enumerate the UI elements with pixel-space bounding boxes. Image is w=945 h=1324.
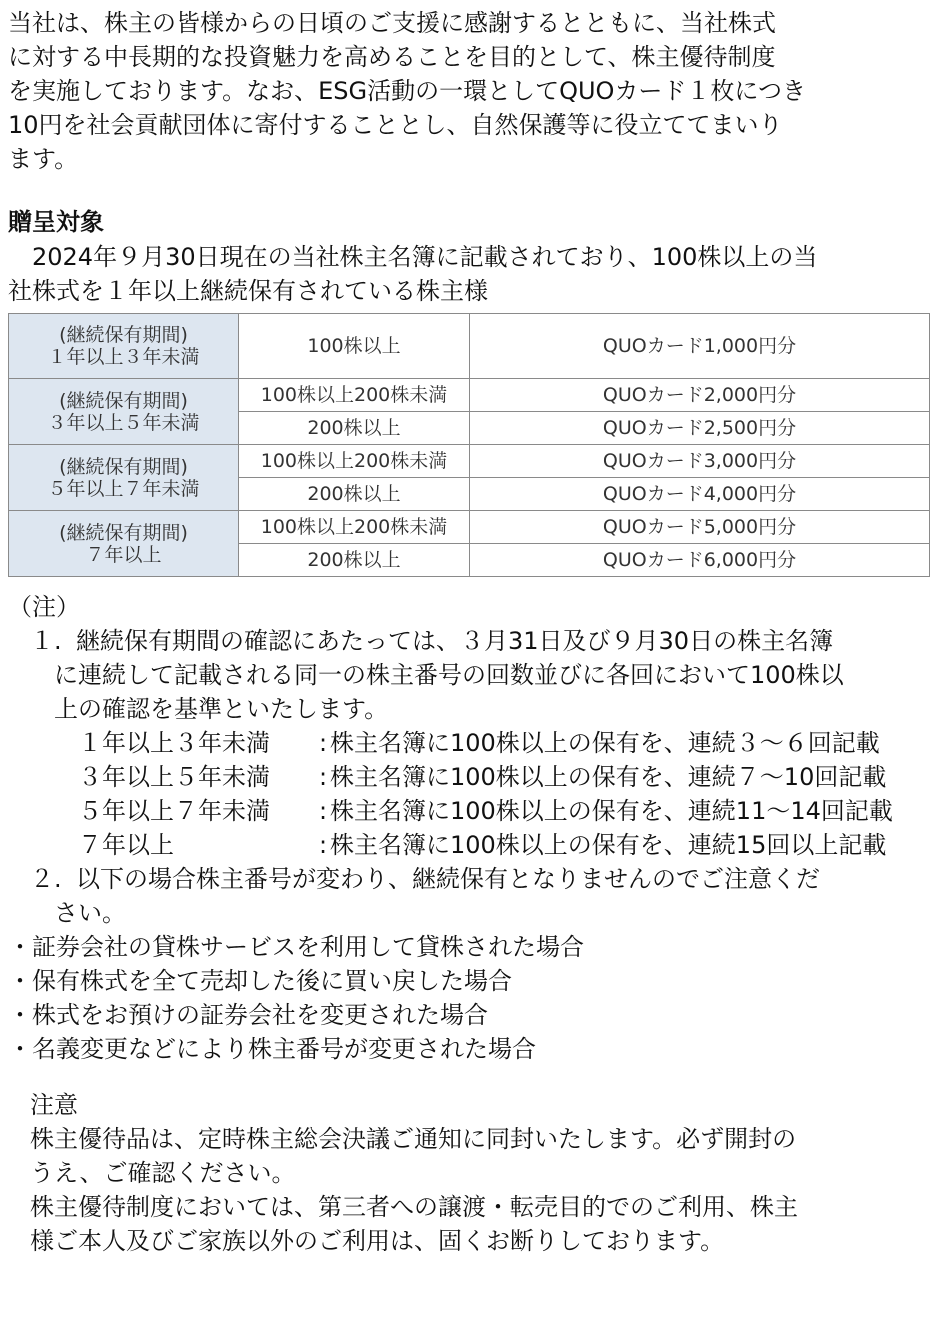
- eligibility-line: 社株式を１年以上継続保有されている株主様: [8, 277, 488, 305]
- intro-line: ます。: [8, 145, 79, 173]
- caution-section: [30, 1088, 910, 1258]
- condition-text: 株主名簿に100株以上の保有を、連続３～６回記載: [330, 729, 880, 757]
- notes-section: [8, 590, 938, 1066]
- caution-title: 注意: [30, 1091, 78, 1119]
- condition-row: [78, 794, 938, 828]
- period-cell: [9, 445, 239, 511]
- condition-row: [78, 726, 938, 760]
- benefit-table: [8, 313, 930, 577]
- notes-heading: （注）: [8, 593, 80, 621]
- eligibility-text: [8, 240, 908, 308]
- intro-line: を実施しております。なお、ESG活動の一環としてQUOカード１枚につき: [8, 77, 806, 105]
- period-range: １年以上３年未満: [47, 346, 200, 368]
- shares-cell: 200株以上: [239, 544, 470, 577]
- intro-line: 当社は、株主の皆様からの日頃のご支援に感謝するとともに、当社株式: [8, 9, 776, 37]
- shares-cell: 200株以上: [239, 412, 470, 445]
- note-text: さい。: [54, 899, 126, 927]
- condition-label: ７年以上: [78, 831, 174, 859]
- note-text: 上の確認を基準といたします。: [54, 695, 389, 723]
- bullet-item: ・保有株式を全て売却した後に買い戻した場合: [8, 967, 512, 995]
- gift-cell: QUOカード4,000円分: [470, 478, 930, 511]
- shares-cell: 100株以上200株未満: [239, 379, 470, 412]
- intro-line: 10円を社会貢献団体に寄付することとし、自然保護等に役立ててまいり: [8, 111, 783, 139]
- shares-cell: 100株以上200株未満: [239, 445, 470, 478]
- note-item-2: [30, 862, 938, 930]
- bullet-item: ・株式をお預けの証券会社を変更された場合: [8, 1001, 488, 1029]
- period-cell: [9, 379, 239, 445]
- condition-separator: :: [318, 763, 328, 791]
- intro-line: に対する中長期的な投資魅力を高めることを目的として、株主優待制度: [8, 43, 776, 71]
- shares-cell: 100株以上200株未満: [239, 511, 470, 544]
- caution-line: うえ、ご確認ください。: [30, 1159, 296, 1187]
- period-range: ５年以上７年未満: [47, 477, 200, 500]
- period-label: (継続保有期間): [59, 389, 188, 412]
- shares-cell: 100株以上: [239, 314, 470, 379]
- table-row: [9, 445, 930, 478]
- caution-line: 様ご本人及びご家族以外のご利用は、固くお断りしております。: [30, 1227, 725, 1255]
- period-label: (継続保有期間): [59, 324, 188, 346]
- gift-cell: QUOカード1,000円分: [470, 314, 930, 379]
- caution-line: 株主優待制度においては、第三者への譲渡・転売目的でのご利用、株主: [30, 1193, 798, 1221]
- table-row: [9, 314, 930, 379]
- bullet-item: ・名義変更などにより株主番号が変更された場合: [8, 1035, 536, 1063]
- condition-separator: :: [318, 729, 328, 757]
- note-text: 以下の場合株主番号が変わり、継続保有となりませんのでご注意くだ: [76, 865, 820, 893]
- condition-separator: :: [318, 797, 328, 825]
- condition-label: ３年以上５年未満: [78, 763, 270, 791]
- condition-separator: :: [318, 831, 328, 859]
- period-range: ３年以上５年未満: [47, 411, 200, 434]
- period-label: (継続保有期間): [59, 521, 188, 544]
- gift-cell: QUOカード5,000円分: [470, 511, 930, 544]
- table-row: [9, 511, 930, 544]
- gift-cell: QUOカード6,000円分: [470, 544, 930, 577]
- shares-cell: 200株以上: [239, 478, 470, 511]
- condition-label: ５年以上７年未満: [78, 797, 270, 825]
- table-row: [9, 379, 930, 412]
- condition-text: 株主名簿に100株以上の保有を、連続15回以上記載: [330, 831, 887, 859]
- condition-row: [78, 828, 938, 862]
- gift-cell: QUOカード2,000円分: [470, 379, 930, 412]
- note-item-1: [30, 624, 938, 726]
- note-number: ２.: [30, 865, 62, 893]
- period-cell: [9, 511, 239, 577]
- note-number: １.: [30, 627, 62, 655]
- period-cell: [9, 314, 239, 379]
- eligibility-line: 2024年９月30日現在の当社株主名簿に記載されており、100株以上の当: [8, 243, 818, 271]
- intro-paragraph: [8, 6, 888, 176]
- period-range: ７年以上: [85, 543, 162, 566]
- note-text: に連続して記載される同一の株主番号の回数並びに各回において100株以: [54, 661, 844, 689]
- bullet-item: ・証券会社の貸株サービスを利用して貸株された場合: [8, 933, 584, 961]
- gift-cell: QUOカード3,000円分: [470, 445, 930, 478]
- eligibility-title: 贈呈対象: [8, 208, 104, 236]
- period-label: (継続保有期間): [59, 455, 188, 478]
- condition-text: 株主名簿に100株以上の保有を、連続11～14回記載: [330, 797, 893, 825]
- condition-text: 株主名簿に100株以上の保有を、連続７～10回記載: [330, 763, 887, 791]
- condition-label: １年以上３年未満: [78, 729, 270, 757]
- condition-row: [78, 760, 938, 794]
- note-text: 継続保有期間の確認にあたっては、３月31日及び９月30日の株主名簿: [76, 627, 834, 655]
- caution-line: 株主優待品は、定時株主総会決議ご通知に同封いたします。必ず開封の: [30, 1125, 797, 1153]
- gift-cell: QUOカード2,500円分: [470, 412, 930, 445]
